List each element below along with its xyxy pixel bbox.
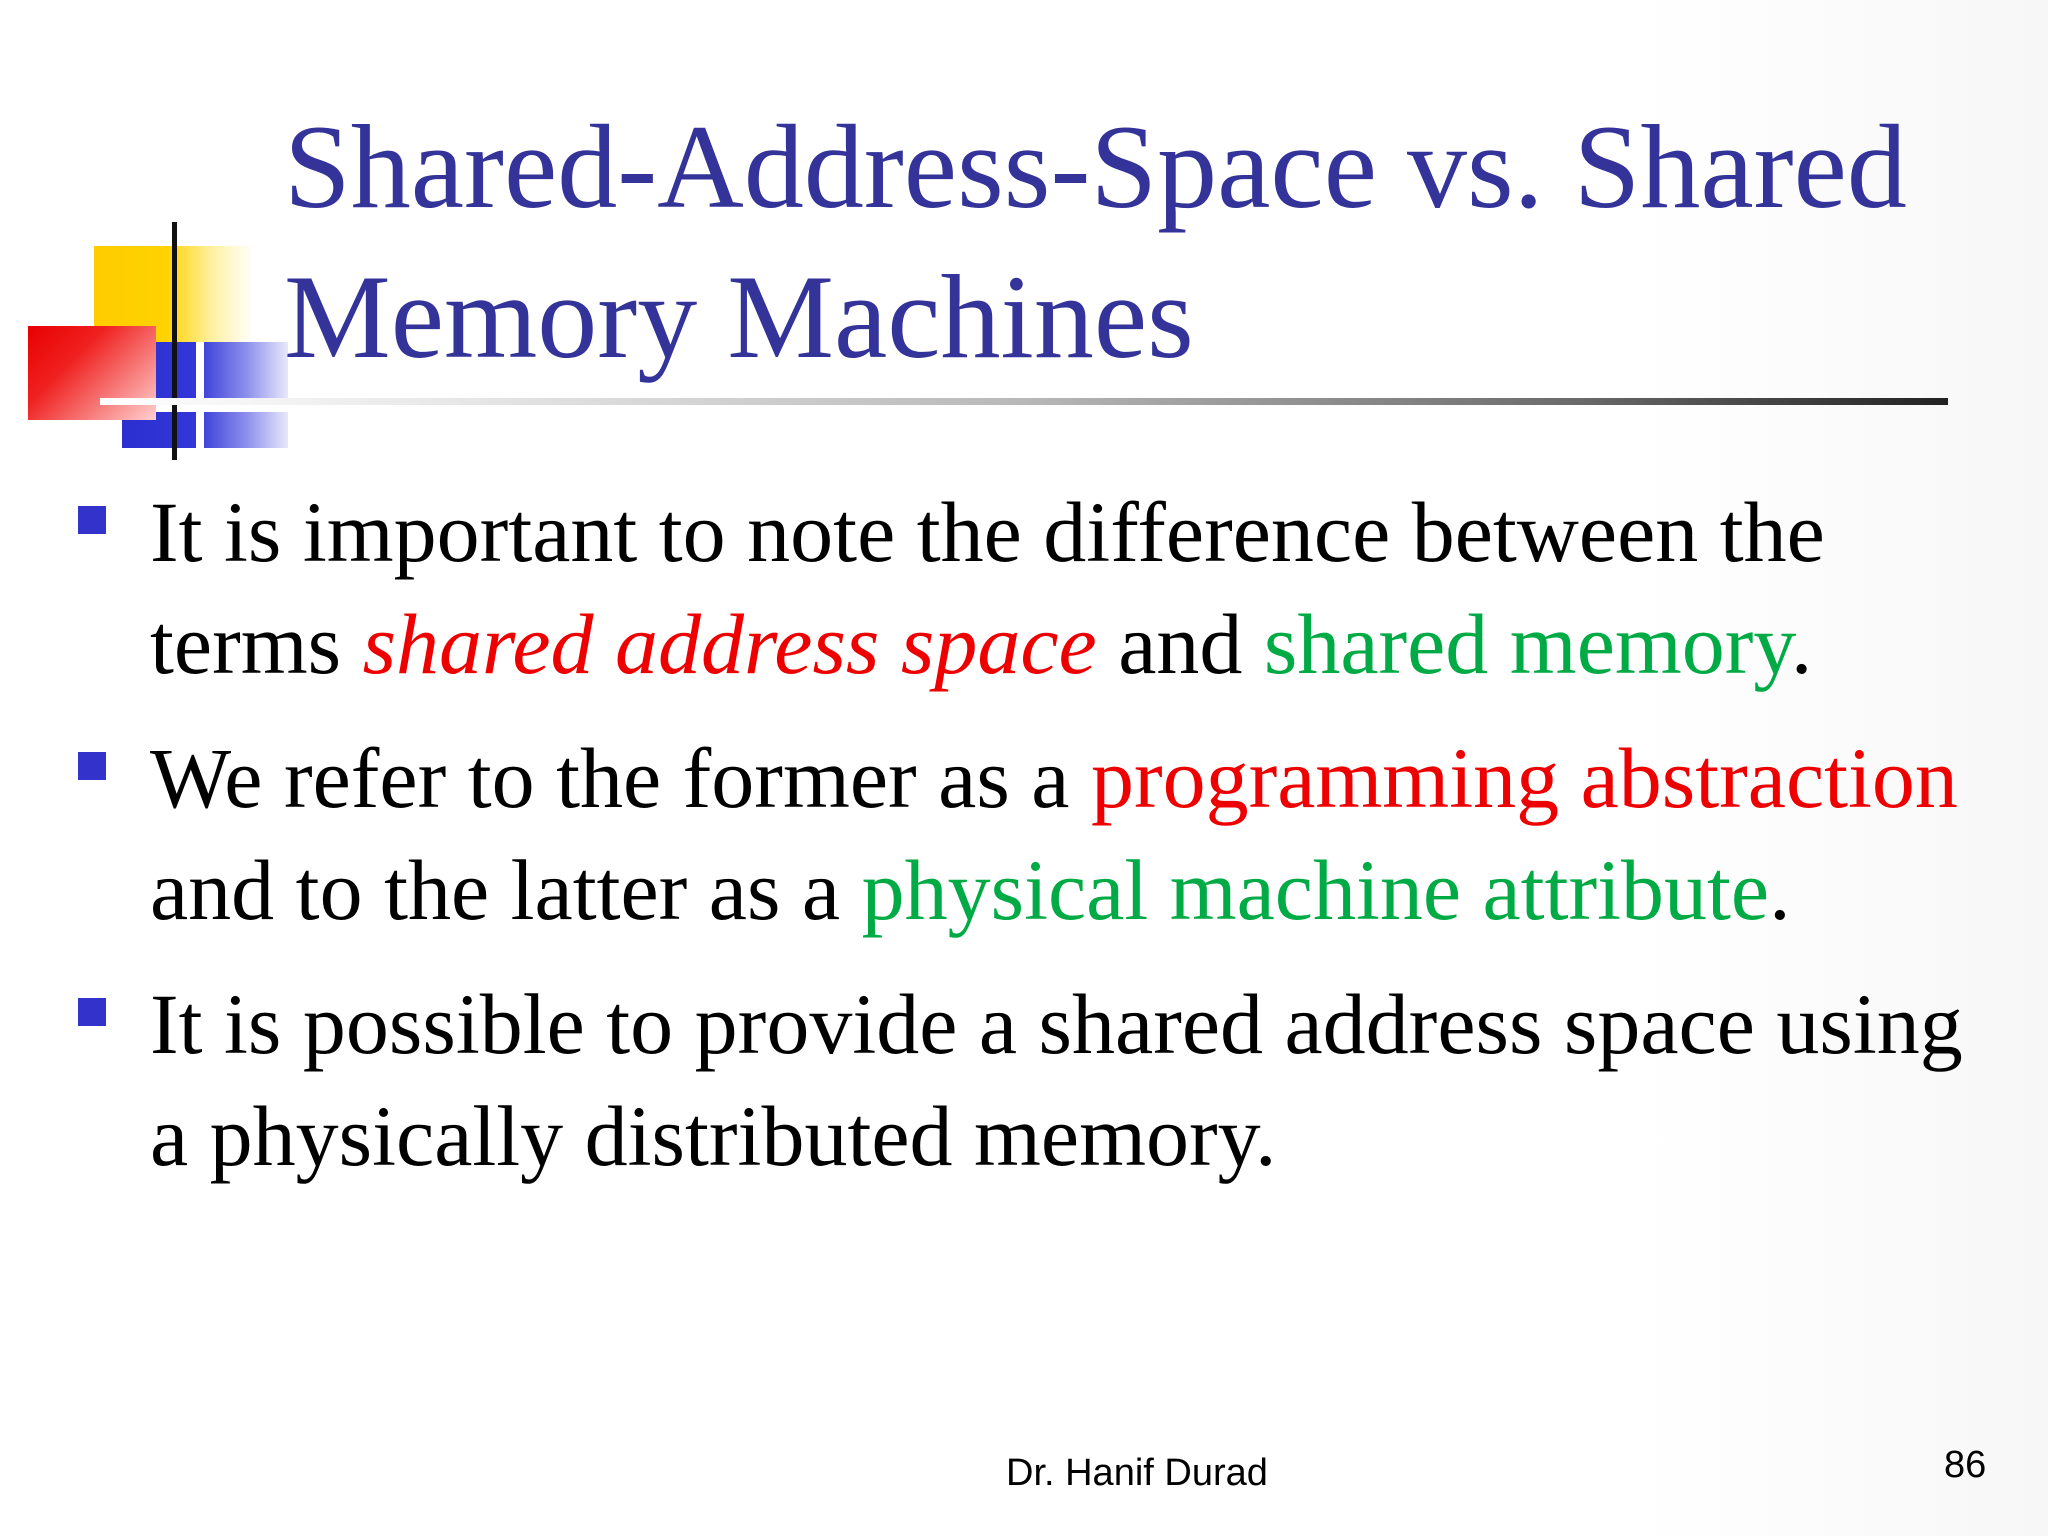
decorative-vertical-line <box>172 222 177 460</box>
bullet-item <box>72 968 1992 1192</box>
emphasis-programming-abstraction: programming abstraction <box>1090 730 1958 826</box>
text-segment: We refer to the former as a <box>150 730 1091 826</box>
slide-title: Shared-Address-Space vs. Shared Memory Machines <box>284 100 1907 383</box>
decorative-red-square <box>28 326 156 420</box>
bullet-square-icon <box>78 506 106 534</box>
decorative-blue-divider-vertical <box>196 342 204 448</box>
bullet-item <box>72 476 1992 700</box>
bullet-text <box>150 730 1958 938</box>
bullet-square-icon <box>78 998 106 1026</box>
bullet-square-icon <box>78 752 106 780</box>
emphasis-shared-address-space: shared address space <box>362 596 1097 692</box>
bullet-text <box>150 976 1963 1184</box>
emphasis-shared-memory: shared memory <box>1263 596 1791 692</box>
text-segment: It is important to note the difference between the terms <box>150 484 1825 692</box>
text-segment: and <box>1096 596 1264 692</box>
page-number: 86 <box>1944 1444 1987 1486</box>
text-segment: and to the latter as a <box>150 842 862 938</box>
bullet-item <box>72 722 1992 946</box>
bullet-list <box>72 476 1992 1214</box>
emphasis-physical-machine-attribute: physical machine attribute <box>861 842 1770 938</box>
bullet-text <box>150 484 1825 692</box>
text-segment: . <box>1790 596 1813 692</box>
text-segment: . <box>1769 842 1791 938</box>
footer-author: Dr. Hanif Durad <box>1006 1452 1268 1494</box>
text-segment: It is possible to provide a shared address space using a physically distributed memory. <box>150 976 1963 1184</box>
title-underline <box>100 398 1948 405</box>
